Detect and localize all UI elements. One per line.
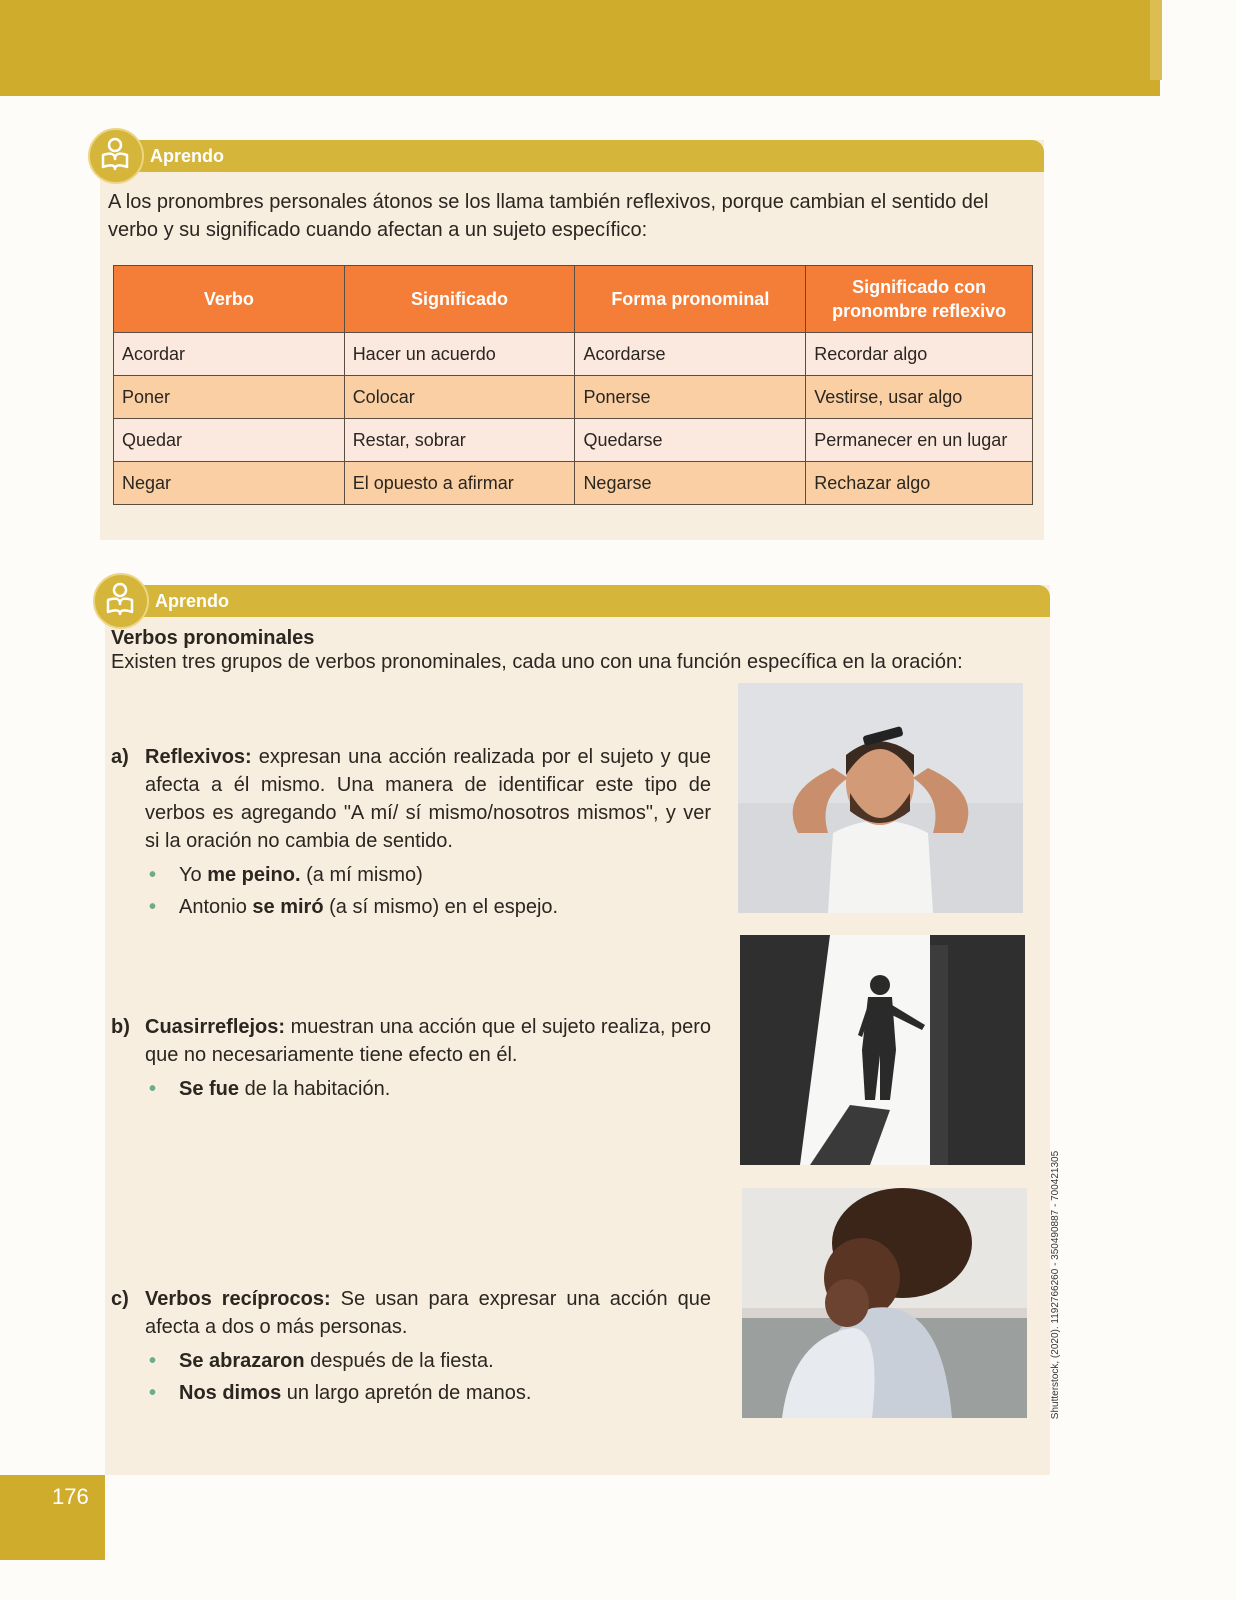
- table-cell: Negarse: [575, 462, 806, 505]
- item-marker: b): [111, 1016, 130, 1038]
- table-cell: Restar, sobrar: [344, 419, 575, 462]
- section-header-bar: [100, 140, 1044, 172]
- list-item: [145, 1075, 711, 1103]
- column-header: Verbo: [114, 266, 345, 333]
- example-verb: me peino.: [207, 864, 301, 886]
- pronoun-table: [113, 265, 1033, 505]
- table-row: [114, 419, 1033, 462]
- item-term: Verbos recíprocos:: [145, 1288, 331, 1310]
- example-verb: se miró: [252, 896, 324, 918]
- bullet-icon: •: [149, 1382, 157, 1404]
- verb-group-cuasirreflejos: [111, 1013, 711, 1107]
- item-text: expresan una acción realizada por el sujeto y que afecta a él mismo. Una manera de identificar este tipo de verbos es agregando "A mí/ sí mismo/nosotros mismos", y ver si la oración no cambia de sentido.: [145, 746, 711, 852]
- example-text: (a sí mismo) en el espejo.: [323, 896, 559, 918]
- column-header: Forma pronominal: [575, 266, 806, 333]
- example-text: Antonio: [179, 896, 253, 918]
- photo-man-combing-hair: [738, 683, 1023, 913]
- table-cell: Vestirse, usar algo: [806, 376, 1033, 419]
- section-intro: A los pronombres personales átonos se los llama también reflexivos, porque cambian el sentido del verbo y su significado cuando afectan a un sujeto específico:: [108, 191, 989, 241]
- item-term: Cuasirreflejos:: [145, 1016, 286, 1038]
- table-cell: Acordarse: [575, 333, 806, 376]
- item-term: Reflexivos:: [145, 746, 252, 768]
- reader-icon: [93, 573, 149, 629]
- table-cell: Quedar: [114, 419, 345, 462]
- photo-credit-text: Shutterstock, (2020). 1192766260 - 350490887 - 700421305: [1050, 1150, 1061, 1420]
- verb-group-reflexivos: [111, 743, 711, 925]
- section-label: Aprendo: [155, 591, 229, 611]
- table-row: [114, 376, 1033, 419]
- example-verb: Se fue: [179, 1078, 240, 1100]
- table-cell: Permanecer en un lugar: [806, 419, 1033, 462]
- bullet-icon: •: [149, 864, 157, 886]
- top-band-edge: [1150, 0, 1162, 80]
- table-cell: Ponerse: [575, 376, 806, 419]
- example-list: [145, 861, 711, 921]
- page-number: 176: [52, 1484, 89, 1509]
- section-heading: Verbos pronominales: [111, 627, 315, 649]
- table-cell: Negar: [114, 462, 345, 505]
- table-cell: Poner: [114, 376, 345, 419]
- example-text: Yo: [179, 864, 208, 886]
- item-marker: a): [111, 746, 129, 768]
- table-cell: Recordar algo: [806, 333, 1033, 376]
- column-header: Significado con pronombre reflexivo: [806, 266, 1033, 333]
- example-verb: Nos dimos: [179, 1382, 282, 1404]
- item-description: [145, 1013, 711, 1069]
- reader-icon: [88, 128, 144, 184]
- table-row: [114, 333, 1033, 376]
- item-marker: c): [111, 1288, 129, 1310]
- top-color-band: [0, 0, 1160, 96]
- column-header: Significado: [344, 266, 575, 333]
- item-description: [145, 1285, 711, 1341]
- table-cell: Acordar: [114, 333, 345, 376]
- example-text: de la habitación.: [239, 1078, 391, 1100]
- aprendo-section-pronombres: [100, 140, 1044, 540]
- example-list: [145, 1075, 711, 1103]
- example-list: [145, 1347, 711, 1407]
- example-verb: Se abrazaron: [179, 1350, 305, 1372]
- photo-silhouette-leaving-room: [740, 935, 1025, 1165]
- verb-group-reciprocos: [111, 1285, 711, 1411]
- table-cell: Hacer un acuerdo: [344, 333, 575, 376]
- table-header-row: [114, 266, 1033, 333]
- example-text: un largo apretón de manos.: [281, 1382, 532, 1404]
- example-text: después de la fiesta.: [304, 1350, 494, 1372]
- section-intro: Existen tres grupos de verbos pronominales, cada uno con una función específica en la oración:: [111, 651, 963, 673]
- item-text: Se usan para expresar una acción que afecta a dos o más personas.: [145, 1288, 712, 1338]
- list-item: [145, 1379, 711, 1407]
- bullet-icon: •: [149, 1078, 157, 1100]
- item-text: muestran una acción que el sujeto realiza, pero que no necesariamente tiene efecto en él.: [145, 1016, 711, 1066]
- section-label: Aprendo: [150, 146, 224, 166]
- photo-mother-child-hug: [742, 1188, 1027, 1418]
- list-item: [145, 861, 711, 889]
- example-text: (a mí mismo): [300, 864, 423, 886]
- section-header-bar: [105, 585, 1050, 617]
- table-cell: Colocar: [344, 376, 575, 419]
- list-item: [145, 893, 711, 921]
- list-item: [145, 1347, 711, 1375]
- bullet-icon: •: [149, 896, 157, 918]
- bullet-icon: •: [149, 1350, 157, 1372]
- table-cell: Quedarse: [575, 419, 806, 462]
- photo-credit: [1048, 1150, 1068, 1420]
- table-cell: Rechazar algo: [806, 462, 1033, 505]
- table-row: [114, 462, 1033, 505]
- item-description: [145, 743, 711, 855]
- table-cell: El opuesto a afirmar: [344, 462, 575, 505]
